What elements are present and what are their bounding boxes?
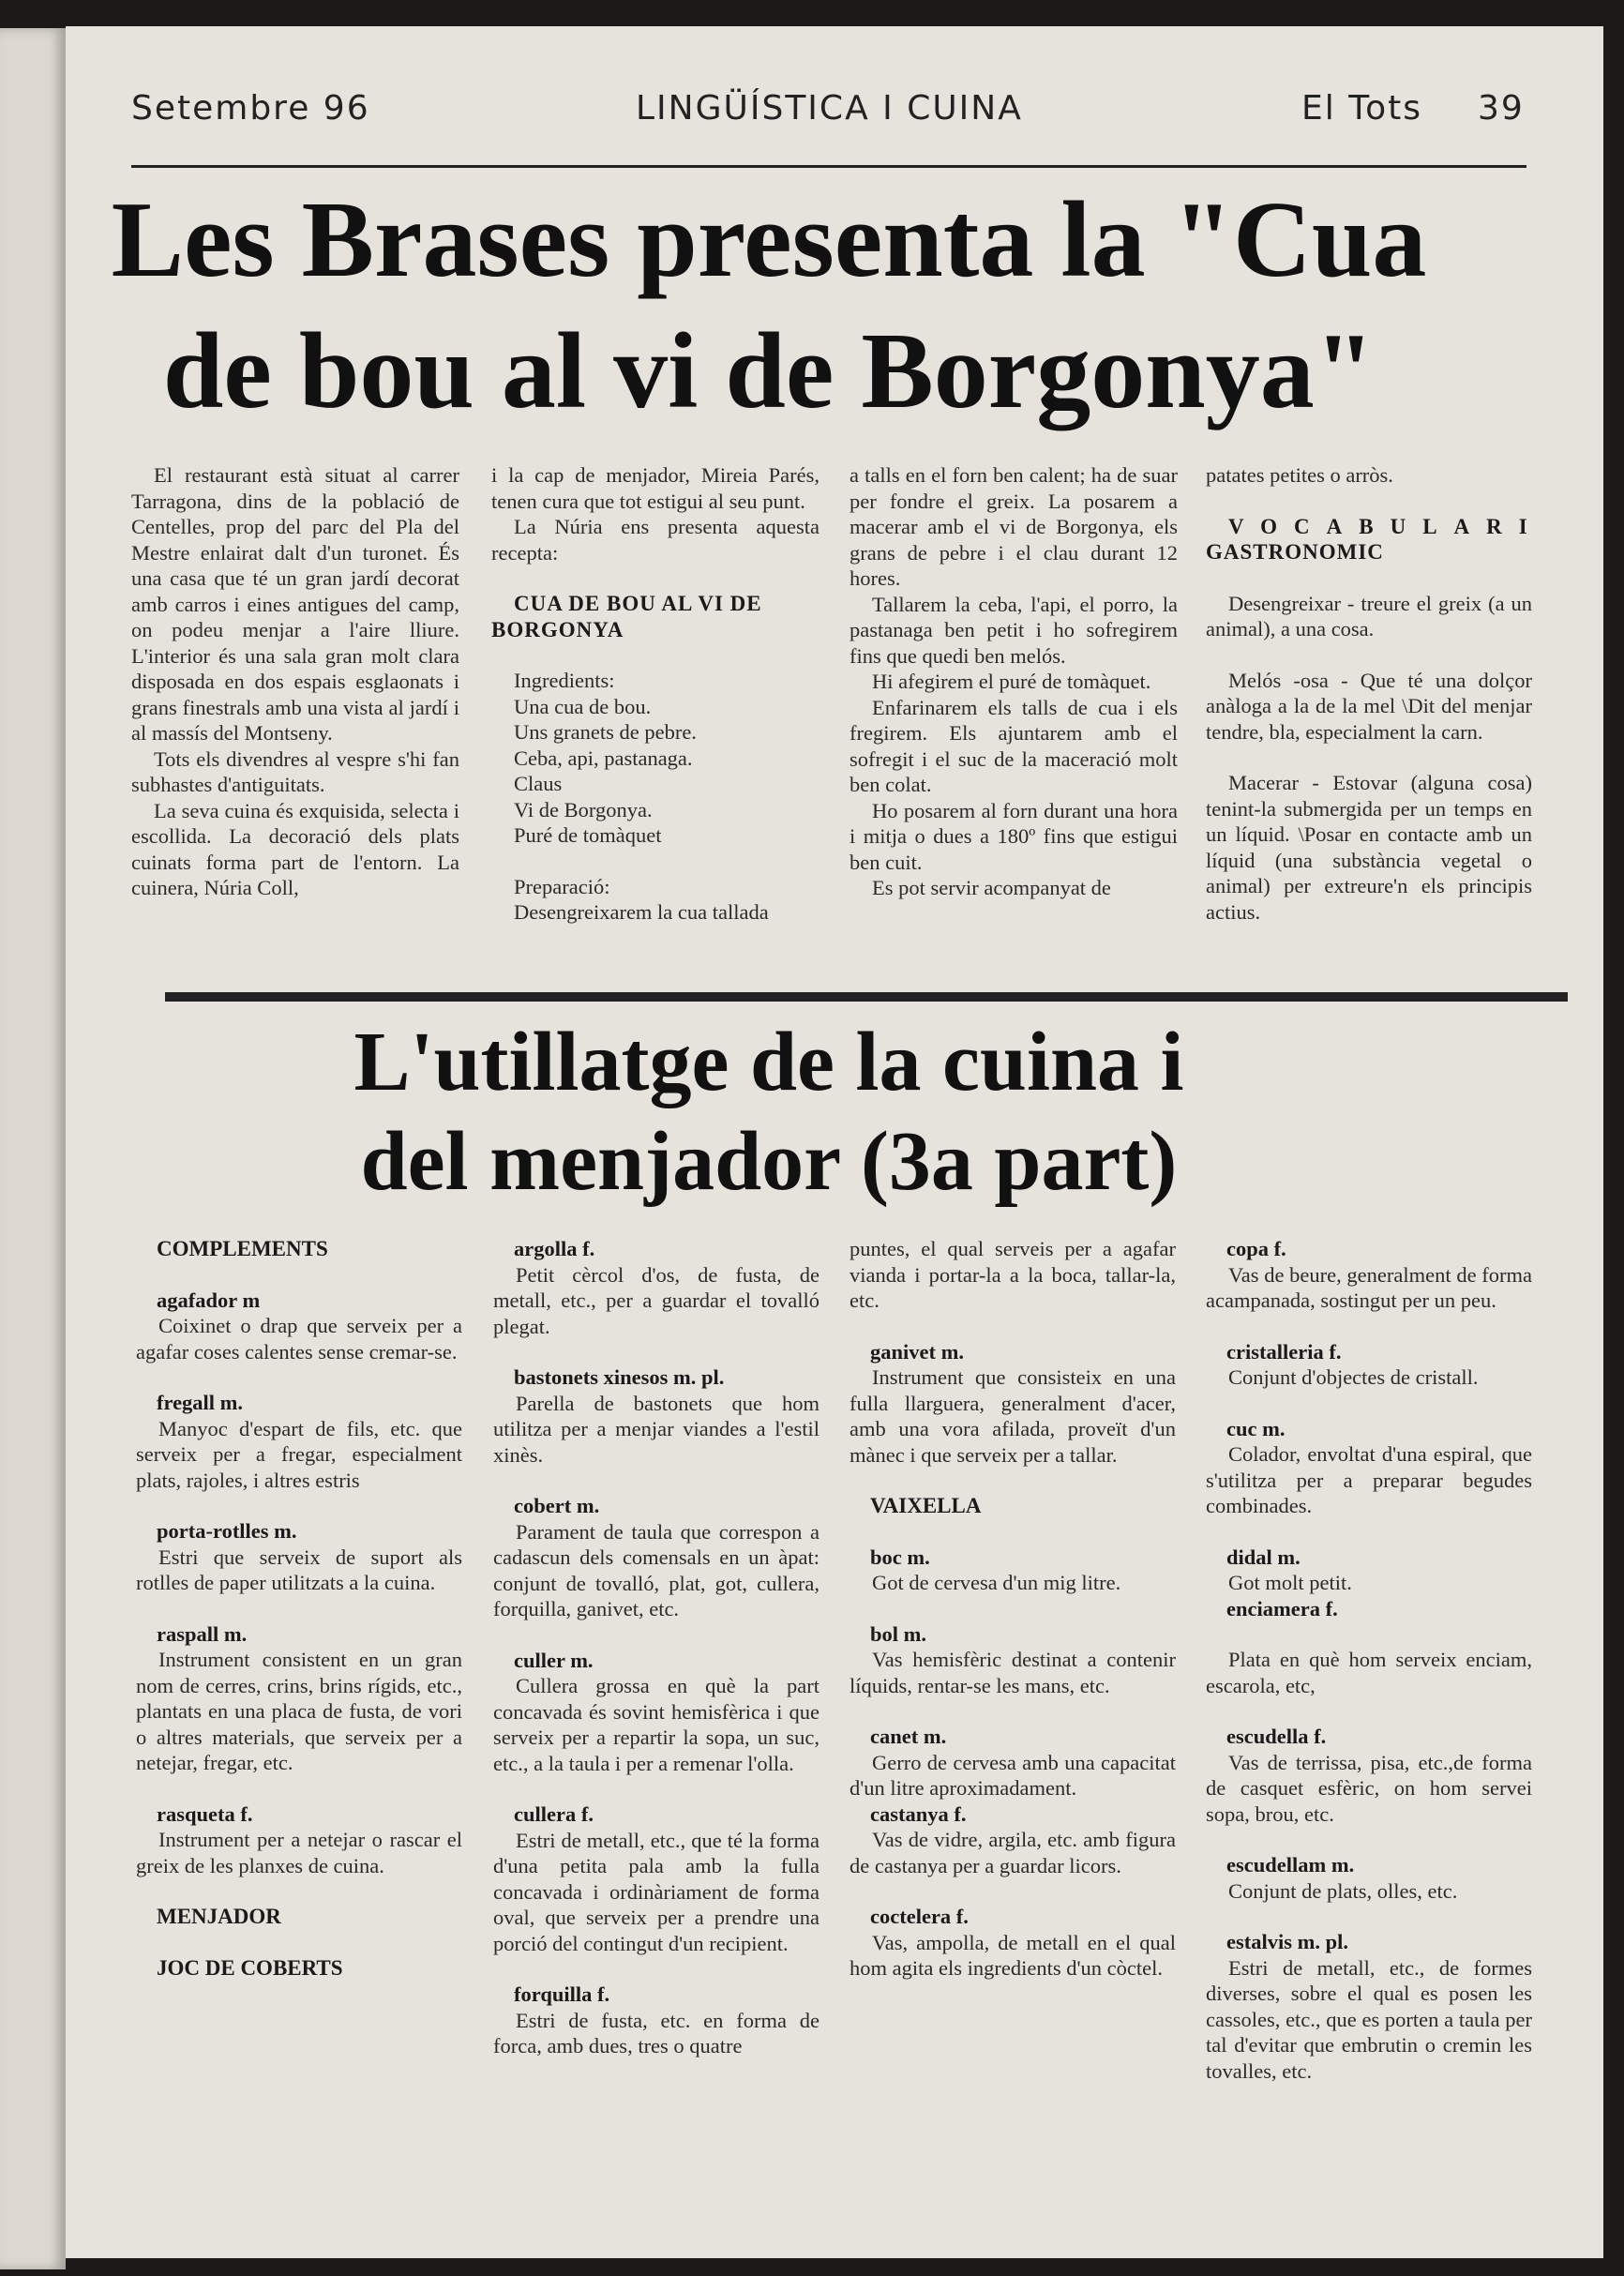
glossary-entry [1206, 1236, 1532, 1314]
glossary-entry [493, 1648, 820, 1777]
entry-term: copa f. [1226, 1237, 1286, 1260]
article2-column-3 [850, 1236, 1176, 2007]
entry-definition: Parament de taula que correspon a cadascun dels comensals en un àpat: conjunt de tovalló, plat, got, cullera, forquilla, ganivet, etc. [493, 1519, 820, 1620]
paragraph: Hi afegirem el puré de tomàquet. [872, 670, 1151, 693]
entry-term: coctelera f. [870, 1905, 969, 1928]
header-section: LINGÜÍSTICA I CUINA [636, 89, 1023, 128]
article1-column-1 [131, 462, 459, 901]
entry-definition: Parella de bastonets que hom utilitza per a menjar viandes a l'estil xinès. [493, 1391, 820, 1467]
glossary-entry-continued [850, 1236, 1176, 1314]
entry-term: culler m. [514, 1648, 594, 1672]
paragraph: Desengreixarem la cua tallada [514, 900, 769, 924]
entry-term: rasqueta f. [157, 1801, 253, 1826]
glossary-entry [493, 1236, 820, 1339]
glossary-entry [850, 1801, 1176, 1879]
ingredient-item: Claus [514, 772, 563, 795]
header-page-number: 39 [1478, 89, 1525, 128]
entry-definition: Vas de terrissa, pisa, etc.,de forma de casquet esfèric, on hom servei sopa, brou, etc. [1206, 1750, 1532, 1826]
recipe-title: CUA DE BOU AL VI DE BORGONYA [491, 592, 762, 641]
glossary-entry [1206, 1545, 1532, 1596]
entry-definition: Petit cèrcol d'os, de fusta, de metall, etc., per a guardar el tovalló plegat. [493, 1262, 820, 1338]
entry-definition: Cullera grossa en què la part concavada és sovint hemisfèrica i que serveix per a repartir la sopa, un suc, etc., a la taula i per a remenar l'olla. [493, 1674, 820, 1775]
ingredients-label: Ingredients: [514, 669, 615, 692]
ingredient-item: Ceba, api, pastanaga. [514, 746, 693, 770]
article1-column-4 [1206, 462, 1544, 925]
glossary-entry [493, 1493, 820, 1622]
glossary-entry [850, 1545, 1176, 1596]
paragraph: Tallarem la ceba, l'api, el porro, la pastanaga ben petit i ho sofregirem fins que quedi ben melós. [850, 592, 1178, 668]
entry-term: canet m. [870, 1725, 947, 1748]
glossary-entry [1206, 1416, 1532, 1519]
entry-term: fregall m. [157, 1391, 244, 1414]
paragraph: La Núria ens presenta aquesta recepta: [491, 515, 820, 565]
preparation-label: Preparació: [514, 874, 610, 898]
entry-term: argolla f. [514, 1237, 595, 1260]
vocabulary-title: VOCABULARI [1228, 514, 1544, 538]
entry-definition: Gerro de cervesa amb una capacitat d'un litre aproximadament. [850, 1750, 1176, 1800]
entry-term: agafador m [157, 1288, 261, 1312]
entry-definition: Estri de fusta, etc. en forma de forca, amb dues, tres o quatre [493, 2008, 820, 2057]
entry-definition: Plata en què hom serveix enciam, escarola, etc, [1206, 1648, 1532, 1697]
header-rule [131, 165, 1526, 168]
glossary-entry [493, 1982, 820, 2059]
vocabulary-subtitle: GASTRONOMIC [1206, 540, 1384, 564]
entry-definition: Instrument que consisteix en una fulla llarguera, generalment d'acer, amb una vora afilada, proveït d'un mànec i que serveix per a tallar. [850, 1365, 1176, 1467]
entry-term: boc m. [870, 1545, 930, 1569]
header-date: Setembre 96 [131, 89, 370, 128]
entry-definition: Conjunt de plats, olles, etc. [1228, 1878, 1458, 1903]
entry-definition: Estri de metall, etc., de formes diverses, sobre el qual es posen les cassoles, etc., que es porten a taula per tal d'evitar que embrutin o cremin les tovalles, etc. [1206, 1955, 1532, 2083]
article2-column-2 [493, 1236, 820, 2085]
entry-term: estalvis m. pl. [1226, 1930, 1349, 1953]
glossary-entry [850, 1339, 1176, 1469]
glossary-entry [1206, 1929, 1532, 2084]
header-publication: El Tots [1301, 89, 1422, 128]
article2-column-4 [1206, 1236, 1532, 2109]
paragraph: El restaurant està situat al carrer Tarragona, dins de la població de Centelles, prop del parc del Pla del Mestre enlairat dalt d'un turonet. És una casa que té un gran jardí decorat amb carros i eines antigues del camp, on podeu menjar a l'aire lliure. L'interior és una sala gran molt clara disposada en dos espais esglaonats i grans finestrals amb una vista al jardí i al massís del Montseny. [131, 463, 459, 745]
glossary-entry [850, 1621, 1176, 1699]
entry-definition: puntes, el qual serveis per a agafar vianda i portar-la a la boca, tallar-la, etc. [850, 1237, 1176, 1312]
ingredient-item: Vi de Borgonya. [514, 797, 653, 821]
entry-term: escudella f. [1226, 1725, 1327, 1748]
entry-term: didal m. [1226, 1545, 1301, 1569]
glossary-entry [136, 1288, 462, 1365]
entry-definition: Estri de metall, etc., que té la forma d'una petita pala amb la fulla concavada i ordinàriament de forma oval, que serveix per a prendre una porció del contingut d'un recipient. [493, 1828, 820, 1955]
paragraph: La seva cuina és exquisida, selecta i escollida. La decoració dels plats cuinats forma part de l'entorn. La cuinera, Núria Coll, [131, 798, 459, 899]
glossary-entry [136, 1801, 462, 1879]
glossary-entry [493, 1801, 820, 1956]
entry-definition: Estri que serveix de suport als rotlles de paper utilitzats a la cuina. [136, 1545, 462, 1594]
article1-title: Les Brases presenta la "Cua de bou al vi de Borgonya" [111, 180, 1427, 431]
entry-definition: Got molt petit. [1228, 1571, 1352, 1594]
article2-title: L'utillatge de la cuina i del menjador (3a part) [353, 1016, 1184, 1208]
entry-definition: Colador, envoltat d'una espiral, que s'utilitza per a preparar begudes combinades. [1206, 1442, 1532, 1517]
entry-definition: Coixinet o drap que serveix per a agafar coses calentes sense cremar-se. [136, 1314, 462, 1364]
glossary-entry [850, 1724, 1176, 1801]
section-heading-vaixella: VAIXELLA [870, 1494, 982, 1517]
entry-definition: Instrument per a netejar o rascar el greix de les planxes de cuina. [136, 1828, 462, 1877]
article1-column-2 [491, 462, 820, 926]
ingredient-item: Puré de tomàquet [514, 823, 662, 847]
vocabulary-entry: Melós -osa - Que té una dolçor anàloga a la de la mel \Dit del menjar tendre, bla, especialment la carn. [1206, 668, 1532, 744]
glossary-entry [1206, 1724, 1532, 1827]
article-separator-rule [165, 992, 1568, 1002]
entry-term: cobert m. [514, 1494, 600, 1517]
glossary-entry [136, 1518, 462, 1596]
glossary-entry [493, 1364, 820, 1468]
entry-definition: Vas hemisfèric destinat a contenir líquids, rentar-se les mans, etc. [850, 1648, 1176, 1697]
binding-spine [0, 28, 66, 2269]
paragraph: Ho posarem al forn durant una hora i mitja o dues a 180º fins que estigui ben cuit. [850, 798, 1178, 874]
entry-definition: Instrument consistent en un gran nom de cerres, crins, brins rígids, etc., plantats en una placa de fusta, de vori o altres materials, que serveix per a netejar, fregar, etc. [136, 1648, 462, 1774]
entry-term: escudellam m. [1226, 1853, 1355, 1877]
entry-term: forquilla f. [514, 1982, 610, 2006]
glossary-entry [136, 1390, 462, 1493]
entry-definition: Vas de vidre, argila, etc. amb figura de castanya per a guardar licors. [850, 1828, 1176, 1877]
paragraph: Tots els divendres al vespre s'hi fan subhastes d'antiguitats. [131, 746, 459, 796]
paragraph: patates petites o arròs. [1206, 463, 1393, 487]
entry-term: ganivet m. [870, 1339, 964, 1364]
glossary-entry [1206, 1339, 1532, 1391]
entry-definition: Conjunt d'objectes de cristall. [1228, 1365, 1479, 1389]
entry-term: cuc m. [1226, 1416, 1286, 1440]
vocabulary-entry: Desengreixar - treure el greix (a un animal), a una cosa. [1206, 591, 1532, 641]
entry-definition: Vas de beure, generalment de forma acampanada, sostingut per un peu. [1206, 1262, 1532, 1312]
vocabulary-entry: Macerar - Estovar (alguna cosa) tenint-la submergida per un temps en un líquid. \Posar en contacte amb un líquid (una substància vegetal o animal) per extreure'n els principis actius. [1206, 771, 1532, 924]
section-heading-complements: COMPLEMENTS [157, 1237, 328, 1260]
entry-term: castanya f. [870, 1801, 967, 1826]
entry-term: cristalleria f. [1226, 1339, 1342, 1364]
ingredient-item: Uns granets de pebre. [514, 720, 697, 744]
entry-term: enciamera f. [1226, 1596, 1338, 1620]
article1-column-3 [850, 462, 1178, 901]
ingredient-item: Una cua de bou. [514, 694, 652, 718]
entry-definition: Got de cervesa d'un mig litre. [872, 1571, 1121, 1594]
entry-term: cullera f. [514, 1802, 594, 1826]
glossary-entry [136, 1621, 462, 1776]
section-heading-joc-de-coberts: JOC DE COBERTS [157, 1955, 343, 1980]
paragraph: Enfarinarem els talls de cua i els fregirem. Els ajuntarem amb el sofregit i el suc de la maceració molt ben colat. [850, 695, 1178, 796]
section-heading-menjador: MENJADOR [157, 1905, 281, 1928]
paragraph: a talls en el forn ben calent; ha de suar per fondre el greix. La posarem a macerar amb el vi de Borgonya, els grans de pebre i el clau durant 12 hores. [850, 463, 1178, 590]
paragraph: i la cap de menjador, Mireia Parés, tenen cura que tot estigui al seu punt. [491, 463, 820, 513]
glossary-entry [1206, 1596, 1532, 1699]
entry-term: bastonets xinesos m. pl. [514, 1365, 725, 1389]
paragraph: Es pot servir acompanyat de [872, 876, 1111, 899]
entry-term: bol m. [870, 1621, 927, 1646]
entry-term: porta-rotlles m. [157, 1519, 297, 1543]
entry-definition: Vas, ampolla, de metall en el qual hom agita els ingredients d'un còctel. [850, 1930, 1176, 1980]
entry-definition: Manyoc d'espart de fils, etc. que serveix per a fregar, especialment plats, rajoles, i altres estris [136, 1416, 462, 1492]
glossary-entry [1206, 1852, 1532, 1904]
entry-term: raspall m. [157, 1621, 248, 1646]
article2-column-1 [136, 1236, 462, 2006]
glossary-entry [850, 1904, 1176, 1982]
